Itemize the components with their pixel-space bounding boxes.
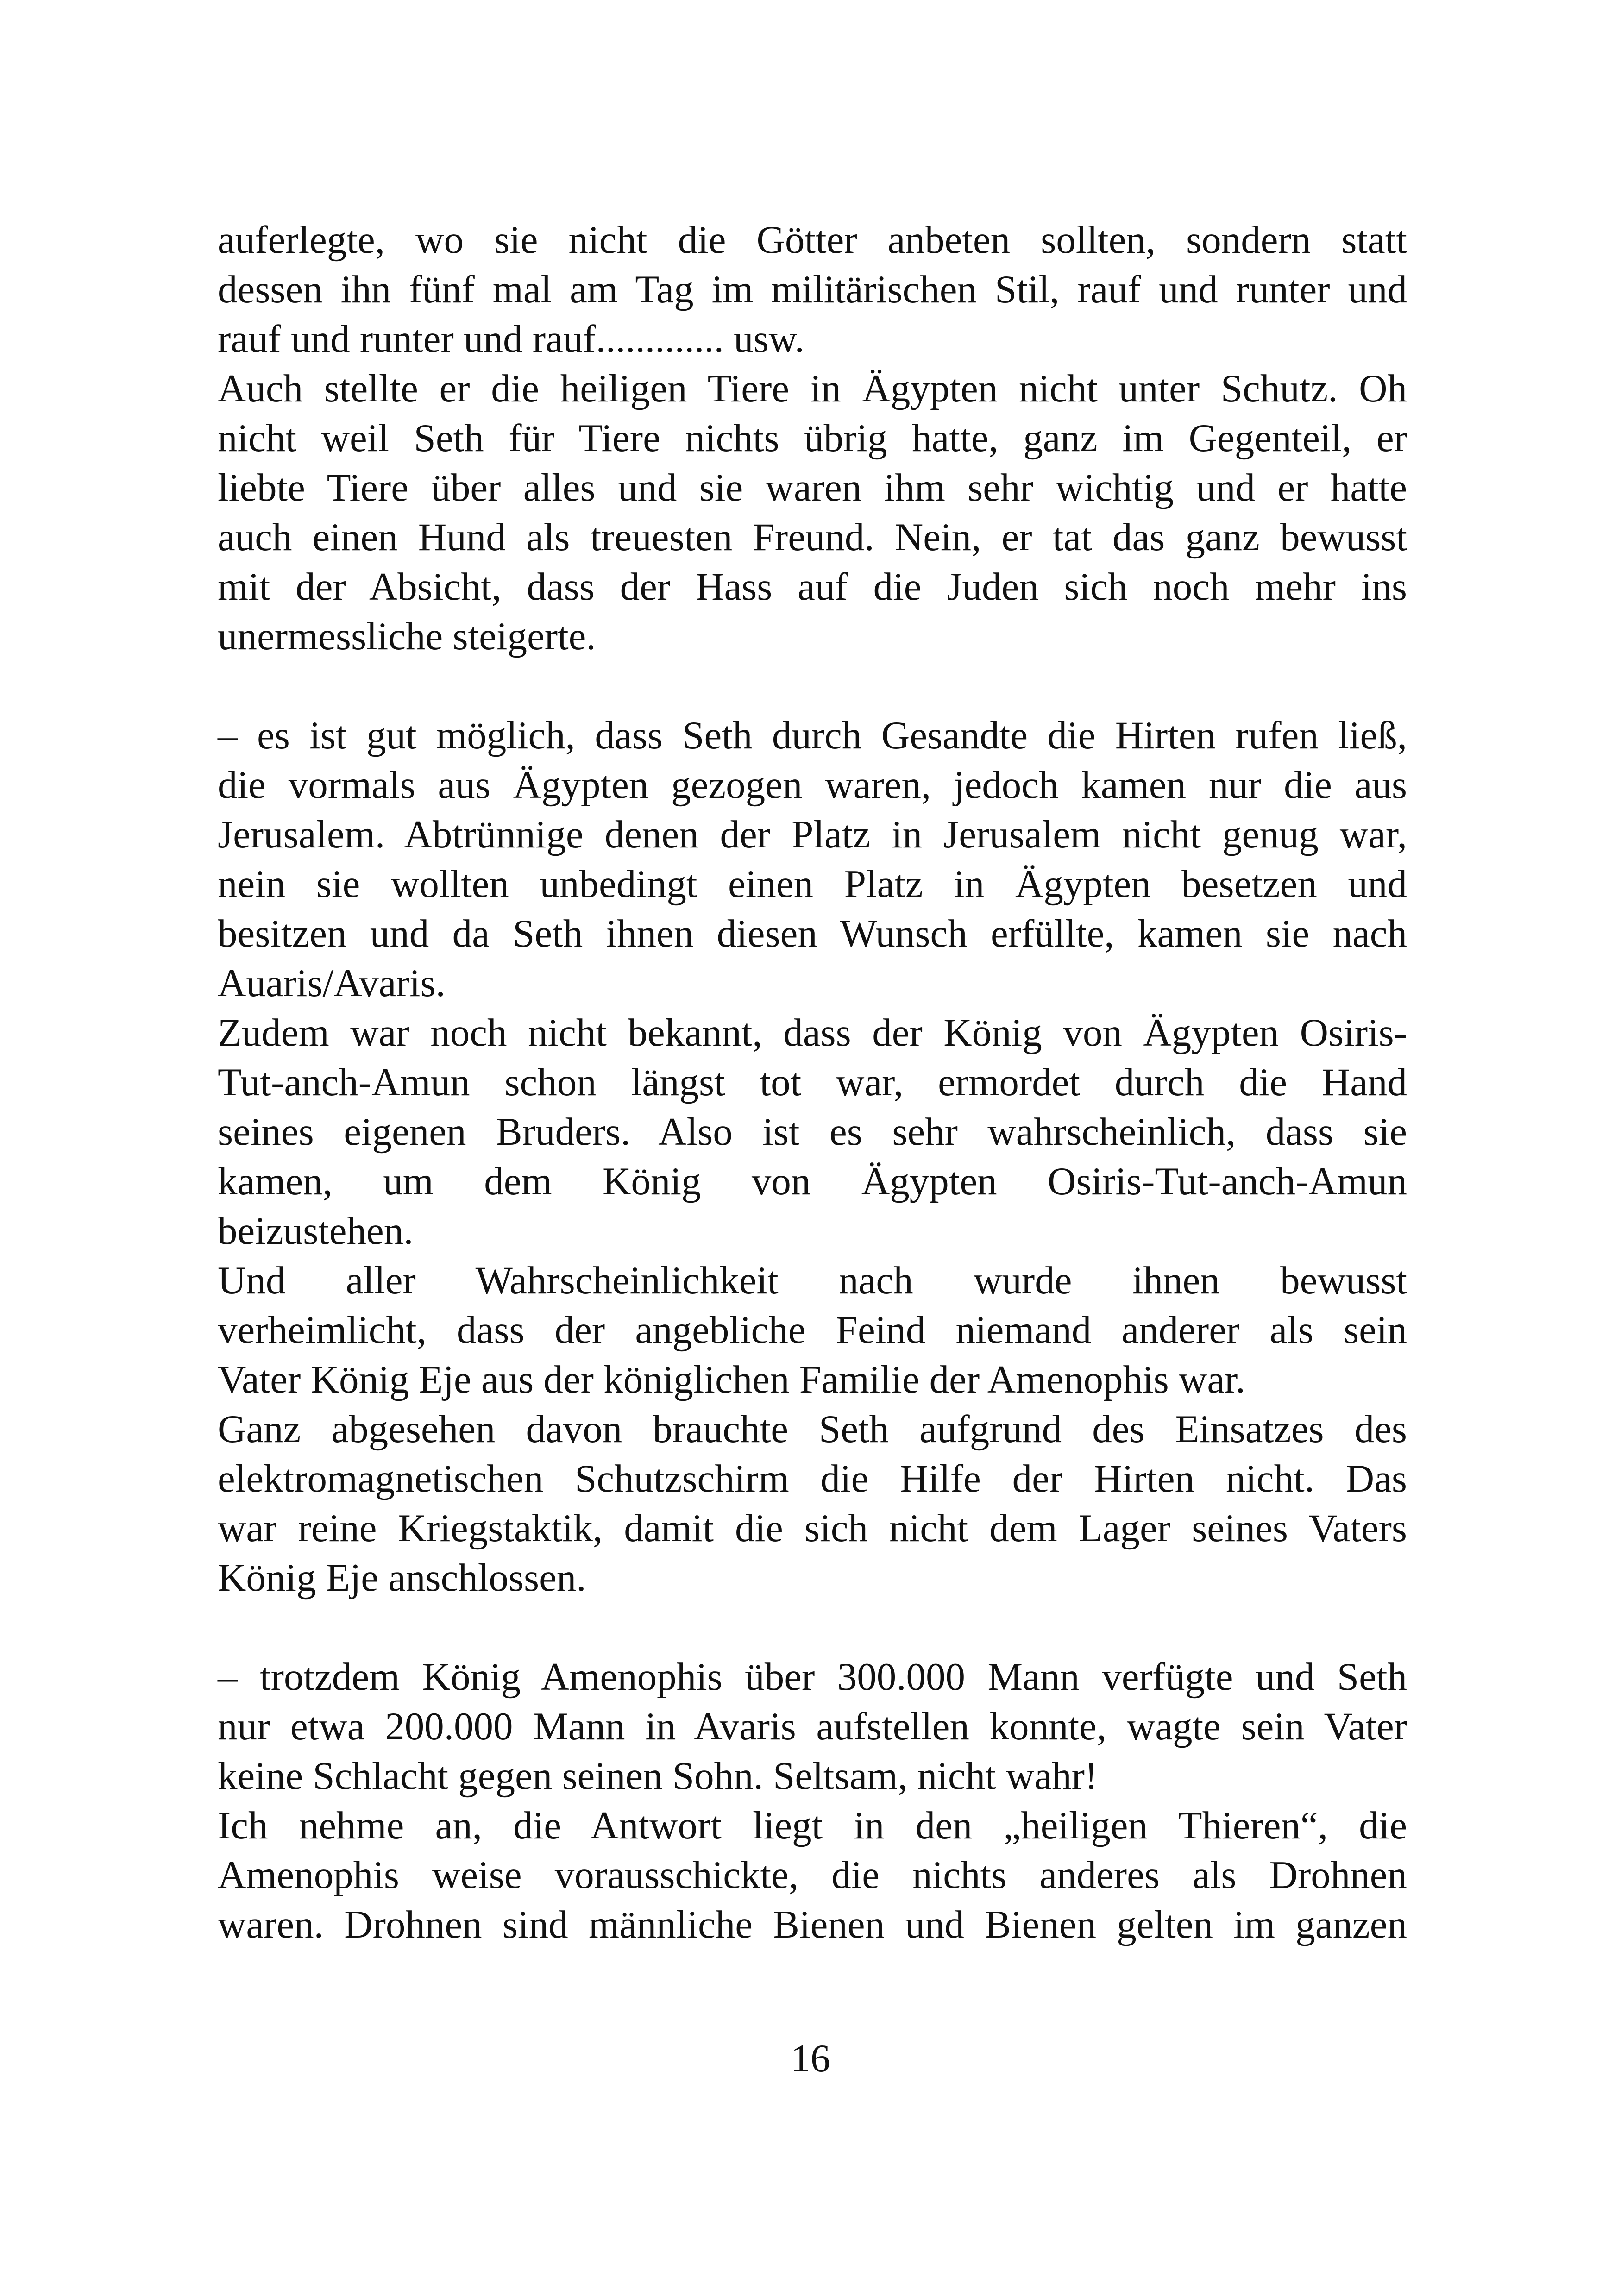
- text-line: nein sie wollten unbedingt einen Platz in Ägypten besetzen und: [218, 862, 1407, 906]
- paragraph: [218, 1008, 1407, 1256]
- text-line: Auaris/Avaris.: [218, 961, 446, 1005]
- text-line: elektromagnetischen Schutzschirm die Hilfe der Hirten nicht. Das: [218, 1457, 1407, 1500]
- text-line: nur etwa 200.000 Mann in Avaris aufstellen konnte, wagte sein Vater: [218, 1705, 1407, 1748]
- paragraph: [218, 1405, 1407, 1603]
- text-line: Vater König Eje aus der königlichen Familie der Amenophis war.: [218, 1358, 1245, 1401]
- text-line: nicht weil Seth für Tiere nichts übrig hatte, ganz im Gegenteil, er: [218, 416, 1407, 460]
- paragraph: [218, 1652, 1407, 1801]
- text-line: – es ist gut möglich, dass Seth durch Gesandte die Hirten rufen ließ,: [218, 714, 1407, 757]
- text-line: König Eje anschlossen.: [218, 1556, 586, 1600]
- text-line: Tut-anch-Amun schon längst tot war, ermordet durch die Hand: [218, 1060, 1407, 1104]
- text-line: unermessliche steigerte.: [218, 615, 596, 658]
- text-line: auferlegte, wo sie nicht die Götter anbeten sollten, sondern statt: [218, 218, 1407, 262]
- text-line: Ich nehme an, die Antwort liegt in den „heiligen Thieren“, die: [218, 1804, 1407, 1847]
- paragraph: [218, 364, 1407, 661]
- text-line: Zudem war noch nicht bekannt, dass der König von Ägypten Osiris-: [218, 1011, 1407, 1054]
- paragraph: [218, 1256, 1407, 1405]
- text-line: verheimlicht, dass der angebliche Feind niemand anderer als sein: [218, 1308, 1407, 1352]
- text-line: Ganz abgesehen davon brauchte Seth aufgrund des Einsatzes des: [218, 1407, 1407, 1451]
- text-line: waren. Drohnen sind männliche Bienen und Bienen gelten im ganzen: [218, 1903, 1407, 1946]
- text-line: war reine Kriegstaktik, damit die sich nicht dem Lager seines Vaters: [218, 1506, 1407, 1550]
- text-line: kamen, um dem König von Ägypten Osiris-Tut-anch-Amun: [218, 1160, 1407, 1203]
- text-line: dessen ihn fünf mal am Tag im militärischen Stil, rauf und runter und: [218, 268, 1407, 311]
- page-number: 16: [791, 2037, 830, 2080]
- text-line: keine Schlacht gegen seinen Sohn. Seltsam, nicht wahr!: [218, 1754, 1098, 1798]
- paragraph: [218, 215, 1407, 364]
- text-line: beizustehen.: [218, 1209, 414, 1253]
- text-line: Jerusalem. Abtrünnige denen der Platz in Jerusalem nicht genug war,: [218, 813, 1407, 856]
- text-line: besitzen und da Seth ihnen diesen Wunsch erfüllte, kamen sie nach: [218, 912, 1407, 955]
- text-line: rauf und runter und rauf............. usw.: [218, 317, 804, 361]
- text-line: Auch stellte er die heiligen Tiere in Ägypten nicht unter Schutz. Oh: [218, 367, 1407, 410]
- text-line: mit der Absicht, dass der Hass auf die Juden sich noch mehr ins: [218, 565, 1407, 609]
- text-line: Amenophis weise vorausschickte, die nichts anderes als Drohnen: [218, 1853, 1407, 1897]
- paragraph-spacer: [218, 661, 1407, 711]
- text-line: liebte Tiere über alles und sie waren ihm sehr wichtig und er hatte: [218, 466, 1407, 509]
- paragraph: [218, 711, 1407, 1008]
- paragraph-spacer: [218, 1603, 1407, 1652]
- paragraph: [218, 1801, 1407, 1950]
- body-text: [218, 215, 1407, 1950]
- text-line: – trotzdem König Amenophis über 300.000 Mann verfügte und Seth: [218, 1655, 1407, 1699]
- text-line: die vormals aus Ägypten gezogen waren, jedoch kamen nur die aus: [218, 763, 1407, 807]
- text-line: Und aller Wahrscheinlichkeit nach wurde ihnen bewusst: [218, 1259, 1407, 1302]
- text-line: seines eigenen Bruders. Also ist es sehr wahrscheinlich, dass sie: [218, 1110, 1407, 1154]
- text-line: auch einen Hund als treuesten Freund. Nein, er tat das ganz bewusst: [218, 515, 1407, 559]
